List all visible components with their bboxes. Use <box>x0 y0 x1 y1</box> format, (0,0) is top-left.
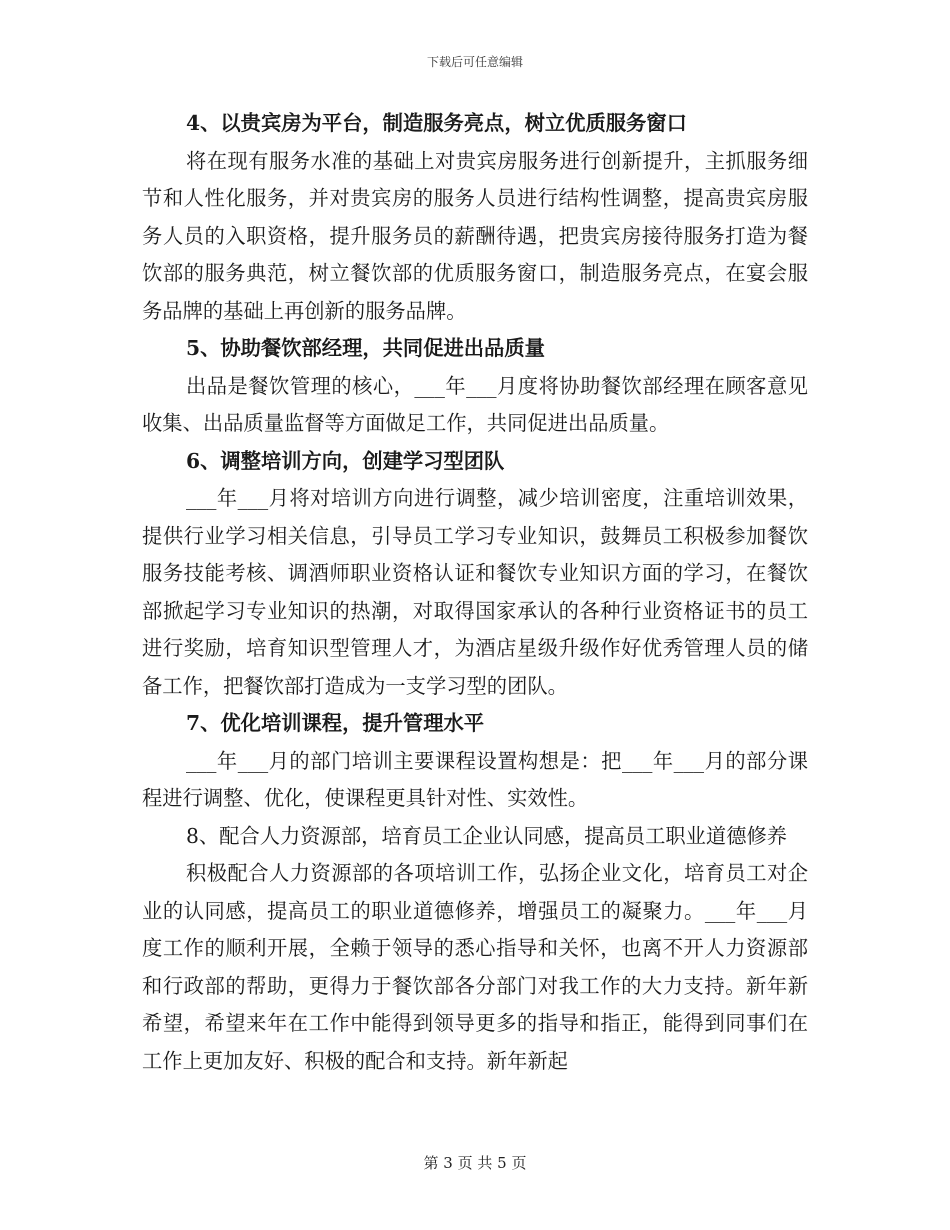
section-7-heading: 7、优化培训课程，提升管理水平 <box>186 711 485 735</box>
section-6-heading: 6、调整培训方向，创建学习型团队 <box>186 448 505 473</box>
document-body <box>142 105 808 1080</box>
section-8-heading: 8、配合人力资源部，培育员工企业认同感，提高员工职业道德修养 <box>186 823 788 848</box>
page-header: 下载后可任意编辑 <box>426 55 523 69</box>
section-6-body: ___年___月将对培训方向进行调整，减少培训密度，注重培训效果，提供行业学习相关信息，引导员工学习专业知识，鼓舞员工积极参加餐饮服务技能考核、调酒师职业资格认证和餐饮专业知识方面的学习，在餐饮部掀起学习专业知识的热潮，对取得国家承认的各种行业资格证书的员工进行奖励，培育知识型管理人才，为酒店星级升级作好优秀管理人员的储备工作，把餐饮部打造成为一支学习型的团队。 <box>142 486 808 698</box>
page-number: 第 3 页 共 5 页 <box>423 1154 527 1172</box>
section-5-heading: 5、协助餐饮部经理，共同促进出品质量 <box>186 336 545 360</box>
section-8-body: 积极配合人力资源部的各项培训工作，弘扬企业文化，培育员工对企业的认同感，提高员工的职业道德修养，增强员工的凝聚力。___年___月度工作的顺利开展，全赖于领导的悉心指导和关怀，也离不开人力资源部和行政部的帮助，更得力于餐饮部各分部门对我工作的大力支持。新年新希望，希望来年在工作中能得到领导更多的指导和指正，能得到同事们在工作上更加友好、积极的配合和支持。新年新起 <box>142 861 808 1073</box>
section-7-body: ___年___月的部门培训主要课程设置构想是：把___年___月的部分课程进行调整、优化，使课程更具针对性、实效性。 <box>142 748 808 810</box>
section-5-body: 出品是餐饮管理的核心，___年___月度将协助餐饮部经理在顾客意见收集、出品质量监督等方面做足工作，共同促进出品质量。 <box>142 373 808 435</box>
section-4-body: 将在现有服务水准的基础上对贵宾房服务进行创新提升，主抓服务细节和人性化服务，并对贵宾房的服务人员进行结构性调整，提高贵宾房服务人员的入职资格，提升服务员的薪酬待遇，把贵宾房接待服务打造为餐饮部的服务典范，树立餐饮部的优质服务窗口，制造服务亮点，在宴会服务品牌的基础上再创新的服务品牌。 <box>142 148 808 323</box>
section-4-heading: 4、以贵宾房为平台，制造服务亮点，树立优质服务窗口 <box>186 111 687 135</box>
